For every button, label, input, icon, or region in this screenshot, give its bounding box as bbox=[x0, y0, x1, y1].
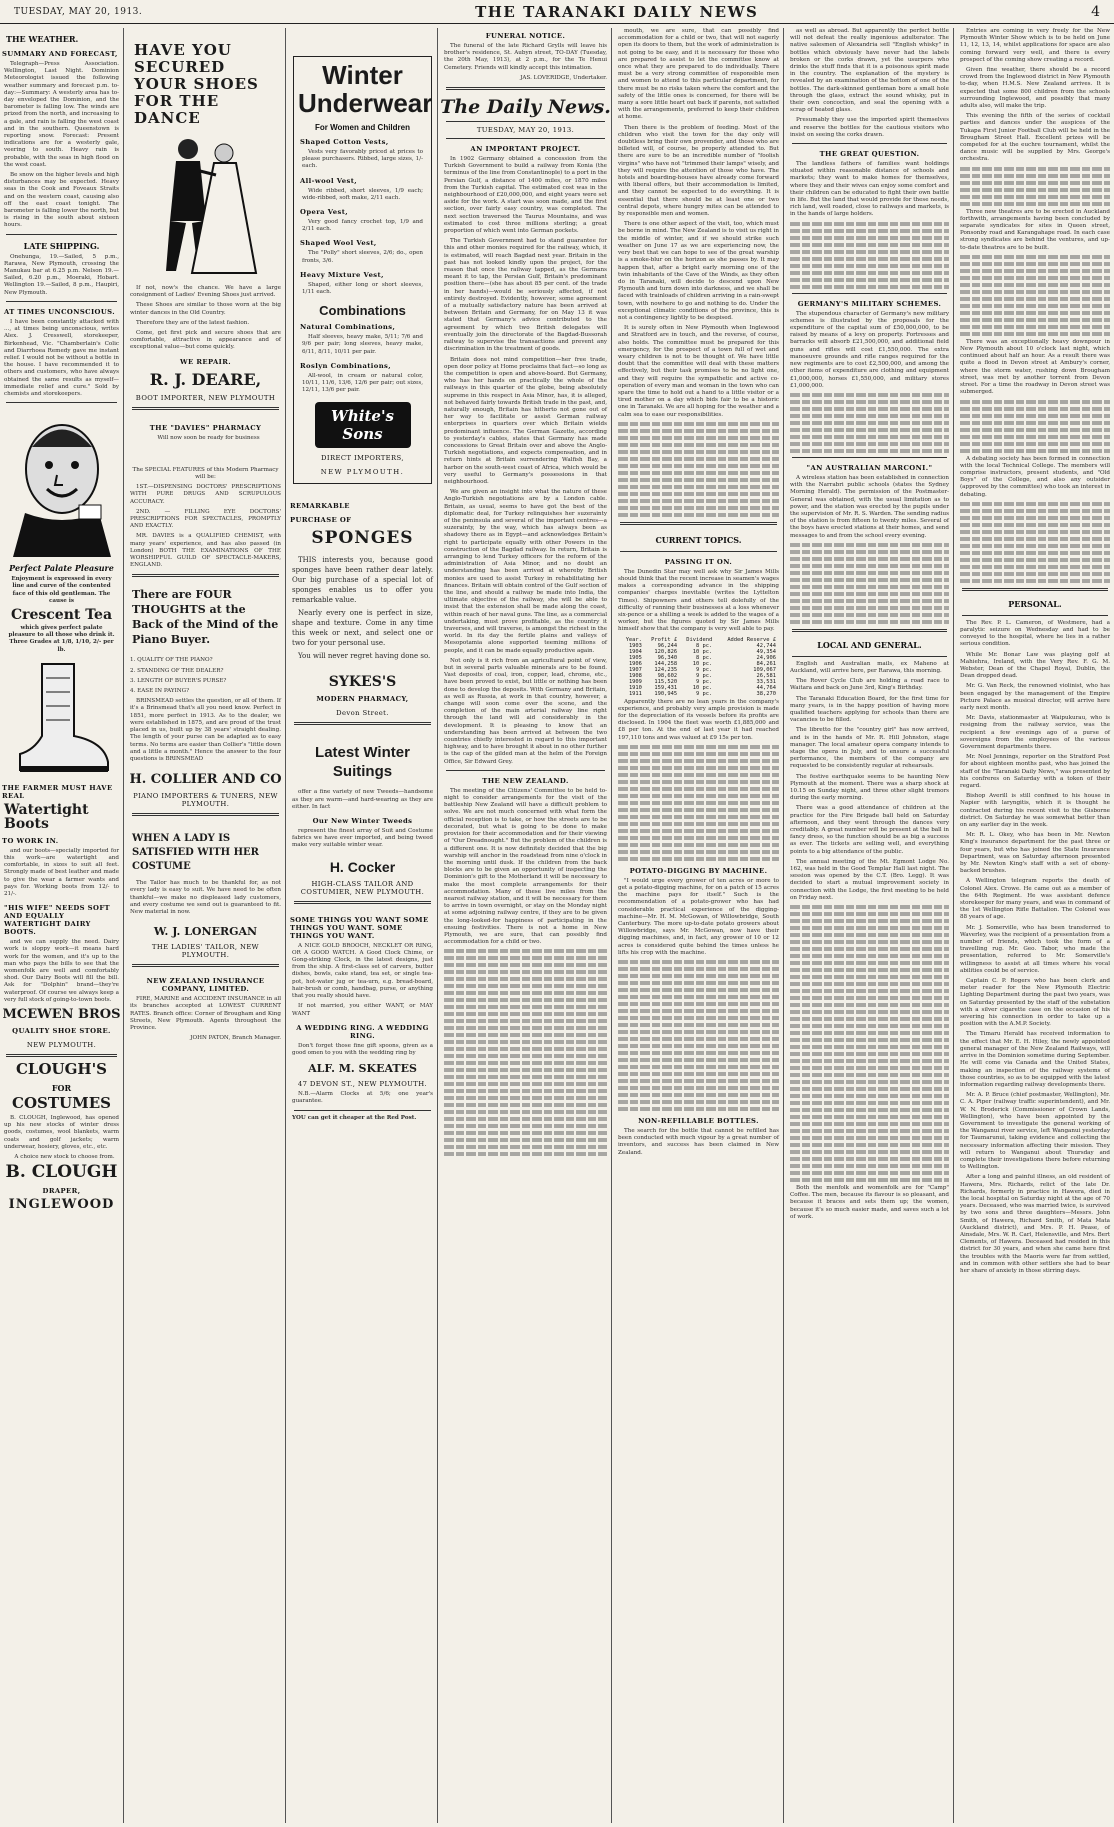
table-cell: 144,258 bbox=[654, 660, 678, 667]
table-header-cell: Added Reserve £ bbox=[727, 636, 776, 643]
leader-para-5: Not only is it rich from an agricultural point of view, but in several parts valuable minerals are to be found. Vast deposits of coal, iron, copper, lead, chrome, etc., have been proved to exist, but little or nothing has been done to develop the deposits. With Germany and Britain, as well as Russia, at work in that country, however, a change will soon come over the scene, and the completion of the main arterial railway line right through the land will aid considerably in the development. It is pleasing to know that an understanding has been arrived at between the two countries chiefly interested in regard to this important highway, and to have brought it about in no other further is the cap of the gilded man at the helm of the Foreign Office, Sir Edward Grey. bbox=[444, 657, 607, 765]
table-cell: 1908 bbox=[628, 672, 642, 679]
personal-item-13: After a long and painful illness, an old resident of Hawera, Mrs. Richards, relict of the late Dr. Richards, formerly in practice in Hawera, died in the local hospital on Saturday night at the age of 70 years. Deceased, who was married twice, is survived by two sons and three daughters—Messrs. John Smith, of Hawera, Richard Smith, of Mata Mata (Auckland district), and Mrs. P. H. Pease, of Ainsdale, Mrs. W. R. Carl, Helensville, and Mrs. Bert Clements, of Hawera. Deceased had resided in this district for 30 years, and when she came here first the troubles with the Maoris were far from settled, and in common with other settlers she had to bear her share of anxiety in those stirring days. bbox=[960, 1174, 1110, 1274]
skeates-name: ALF. M. SKEATES bbox=[308, 1062, 417, 1076]
divider bbox=[446, 87, 605, 90]
divider bbox=[446, 770, 605, 771]
piano-copy: BRINSMEAD settles the question, or all of them. If it's a Brinsmead that's all you need know. Perfect in 1851, more perfect in 1913. As to the dealer, we were established in 1875, and are proud of the trust placed in us, built up by 38 years' straight dealing. The length of your purse can be adapted as to easy terms. No terms are easier than Collier's "little down and a little a month." Hence the answer to the four questions is BRINSMEAD bbox=[130, 698, 281, 762]
column-6 bbox=[786, 28, 954, 1823]
table-cell: 190,945 bbox=[654, 690, 678, 697]
column-4 bbox=[440, 28, 612, 1823]
boots-sub: TO WORK IN. bbox=[2, 836, 59, 845]
new-zealand-copy: The meeting of the Citizens' Committee to be held to-night to consider arrangements for the visit of the battleship New Zealand will have a difficult problem to solve. We are not much concerned with what form the official reception is to take, or how the streets are to be decorated, but what is going to be done to make provision for their accommodation and for their viewing of "Our Dreadnought." But the problem of the children is a different one. It is now definitely decided that the big warship will anchor in the roadstead from nine o'clock in the morning until dusk. If the children from the back blocks are to be given an opportunity of inspecting the Dominion's gift to the Motherland it will be necessary to make the most complete arrangements for their accommodation. Many of these live miles from the nearest railway station, and it will be necessary for them to arrive in town overnight, or stay on the Monday night at some adjoining railway centre, if they are to be given the long-looked-for happiness of participating in the ensuing festivities. There is not a home in New Plymouth, we are sure, that can possibly find accommodation for a child or two. bbox=[444, 787, 607, 946]
boot-illustration bbox=[12, 658, 112, 778]
masthead-title: THE TARANAKI DAILY NEWS bbox=[475, 2, 759, 21]
table-cell: 33,531 bbox=[756, 678, 776, 685]
table-cell: 84,261 bbox=[756, 660, 776, 667]
deare-sub: BOOT IMPORTER, NEW PLYMOUTH bbox=[135, 393, 276, 402]
sykes-town: Devon Street. bbox=[336, 709, 389, 718]
weather-forecast: Be snow on the higher levels and high disturbances may be expected. Heavy seas in the Cook and Foveaux Straits and on the western coast, causing also off the east coast tonight. The barometer is falling lower the north, but is rising in the south about sixteen hours. bbox=[4, 172, 119, 229]
nz-cont-2: Then there is the problem of feeding. Most of the children who visit the town for the day only will doubtless bring their own provender, and those who are billeted will, of course, be properly attended to. But there are sure to be an incredible number of "foolish virgins" who have not "trimmed their lamps" wisely, and they will require the attention of those who have. The hotels and boarding-houses have already come forward with liberal offers, but their accommodation is limited, and they cannot be expected to do everything. It is essential that there should be at least one or two central depots, where hungry mites can be attended to by responsible men and women. bbox=[618, 124, 779, 218]
personal-item-10: Captain C. P. Rogers who has been clerk and meter reader for the New Plymouth Electric Lighting Department during the past two years, was on Saturday presented by the staff of the substation with a silver cigarette case on the occasion of his severing his connection in order to take up a position with the A.M.P. Society. bbox=[960, 978, 1110, 1028]
skeates-sub: 47 DEVON ST., NEW PLYMOUTH. bbox=[297, 1080, 428, 1089]
roslyn-heading: Roslyn Combinations, bbox=[300, 361, 392, 370]
davies-sub: Will now soon be ready for business bbox=[157, 434, 260, 441]
shipping-text: Onehunga, 19.—Sailed, 5 p.m., Rarawa, New Plymouth, crossing the Manukau bar at 6.25 p.m. Nelson 19.—Sailed, 6.20 p.m., Moeraki, Hobart. Wellington 19.—Sailed, 8 p.m., Haupiri, New Plymouth. bbox=[4, 253, 119, 296]
table-header-cell: Year. bbox=[625, 636, 642, 643]
germany-heading: GERMANY'S MILITARY SCHEMES. bbox=[797, 299, 942, 308]
table-cell: 96,244 bbox=[657, 642, 678, 649]
divider bbox=[620, 551, 777, 552]
local-cont-1: Entries are coming in very freely for the New Plymouth Winter Show which is to be held on June 11, 12, 13, 14, whilst applications for space are also coming forward very well, and there is every prospect of the coming show creating a record. bbox=[960, 28, 1110, 63]
opera-copy: Very good fancy crochet top, 1/9 and 2/11 each. bbox=[302, 219, 423, 233]
table-cell: 1904 bbox=[628, 648, 642, 655]
table-cell: 9 pc. bbox=[696, 666, 713, 673]
piano-q1: 1. QUALITY OF THE PIANO? bbox=[130, 657, 213, 664]
clough-town: INGLEWOOD bbox=[8, 1197, 115, 1213]
red-post: YOU can get it cheaper at the Red Post. bbox=[292, 1114, 417, 1121]
tea-price: which gives perfect palate pleasure to all those who drink it. Three Grades at 1/8, 1/10, 2/- per lb. bbox=[8, 624, 115, 653]
divider bbox=[6, 402, 117, 403]
divider bbox=[6, 234, 117, 235]
text-continuation bbox=[960, 167, 1110, 206]
refill-cont-1: as well as abroad. But apparently the perfect bottle will not defeat the really ingenious adulterator. The native salesmen of Alexandria sell "English whisky" in bottles which obviously have never had the labels broken or the corks drawn, yet the usurpers who drinks the stuff finds that it is a poisonous spirit made in the country. The explanation of the mystery is revealed by an examination of the bottom of one of the bottles. The dark-skinned gentleman bore a small hole through the glass, extract the sound whisky, put in their own concoction, and seal the opening with a scrap of heated glass. bbox=[790, 28, 949, 114]
lady-copy: The Tailor has much to be thankful for, as not every lady is easy to suit. We have need to be often thankful—we make no displeased lady customers, and every costume we send out is guaranteed to fit. New material in now. bbox=[130, 880, 281, 915]
table-cell: 10 pc. bbox=[692, 684, 713, 691]
column-2 bbox=[126, 28, 286, 1823]
table-cell: 109,067 bbox=[753, 666, 776, 673]
current-topics-heading: CURRENT TOPICS. bbox=[655, 534, 742, 545]
personal-heading: PERSONAL. bbox=[1008, 598, 1062, 609]
table-cell: 8 pc. bbox=[696, 654, 713, 661]
opera-heading: Opera Vest, bbox=[300, 208, 349, 217]
davies-feature-1: 1ST.—DISPENSING DOCTORS' PRESCRIPTIONS WITH PURE DRUGS AND SCRUPULOUS ACCURACY. bbox=[130, 484, 281, 505]
personal-item-3: Mr. G. Van Reck, the renowned violinist, who has been engaged by the management of the Empire Picture Palace as musical director, will arrive here early next month. bbox=[960, 683, 1110, 711]
local-item-4: The libretto for the "country girl" has now arrived, and is in the hands of Mr. R. Hill Johnston, stage manager. The local amateur opera company intends to stage the opera in July, and to ensure a successful performance, the members of the company are requested to be consistently regular at rehearsals. bbox=[790, 727, 949, 770]
tea-copy: Enjoyment is expressed in every line and curve of the contented face of this old gentleman. The cause is bbox=[11, 576, 112, 604]
natural-copy: Half sleeves, heavy make, 5/11; 7/6 and 9/6 per pair; long sleeves, heavy make, 6/11, 8/11, 10/11 per pair. bbox=[302, 334, 423, 355]
divider bbox=[962, 588, 1108, 591]
table-cell: 124,235 bbox=[654, 666, 678, 673]
divider bbox=[962, 615, 1108, 616]
local-item-8: Both the menfolk and womenfolk are for "Camp" Coffee. The men, because its flavour is so pleasant, and because it braces and sets them up; the women, because it's so much easier made, and saves such a lot of work. bbox=[790, 1185, 949, 1220]
table-row bbox=[620, 691, 777, 697]
text-continuation bbox=[618, 422, 779, 517]
brooch-copy-2: If not married, you either WANT, or MAY WANT bbox=[292, 1003, 433, 1017]
lonergan-sub: THE LADIES' TAILOR, NEW PLYMOUTH. bbox=[151, 943, 260, 960]
local-item-5: The festive earthquake seems to be haunting New Plymouth at the moment. There was a sharp shock at 10.15 on Sunday night, and three other slight tremors during the early morning. bbox=[790, 773, 949, 802]
whites-logo: White's Sons bbox=[315, 402, 411, 448]
sponge-copy-1: THIS interests you, because good sponges have been rather dear lately. Our big purchase of a special lot of sponges enables us to offer you remarkable value. bbox=[292, 556, 433, 605]
clough-for: FOR bbox=[51, 1083, 72, 1093]
column-3 bbox=[288, 28, 438, 1823]
clough-draper: DRAPER, bbox=[42, 1187, 81, 1196]
sponge-heading-1: REMARKABLE bbox=[290, 502, 350, 511]
divider bbox=[132, 813, 279, 816]
local-cont-2: Given fine weather, there should be a record crowd from the Inglewood district in New Plymouth to-day, when H.M.S. New Zealand arrives. It is expected that some 800 children from the schools surrounding Inglewood, and possibly that many adults also, will make the trip. bbox=[960, 67, 1110, 110]
divider bbox=[132, 407, 279, 410]
divider bbox=[294, 722, 431, 725]
table-note: Apparently there are no lean years in the company's experience, and probably very ample provision is made for the depreciation of its vessels before its profits are disclosed. In 1904 the fleet was worth £1,885,000 and £8 per ton. At the end of last year it had reached 197,110 tons and was valued at £9 15s per ton. bbox=[618, 698, 779, 741]
divider bbox=[620, 522, 777, 525]
divider bbox=[792, 457, 947, 458]
crescent-tea-ad bbox=[4, 563, 119, 654]
sponge-copy-3: You will never regret having done so. bbox=[298, 652, 431, 661]
table-cell: 98,602 bbox=[657, 672, 678, 679]
deare-name: R. J. DEARE, bbox=[149, 369, 262, 389]
sykes-sub: MODERN PHARMACY, bbox=[316, 695, 409, 704]
table-cell: 159,431 bbox=[654, 684, 678, 691]
weather-summary: Telegraph—Press Association. Wellington, Last Night. Dominion Meteorologist issued the following weather summary and forecast p.m. to-day:—Summary: A westerly area has to-day enveloped the Dominion, and the barometer is falling low. The winds are prized from the north, and increasing to a gale, and rain is falling the west coast and in the southern. Queenstown is reporting snow. Forecast: Present indications are for a westerly gale, veering to south. Heavy rain is probable, with the seas in high flood on the west coast. bbox=[4, 61, 119, 168]
lonergan-name: W. J. LONERGAN bbox=[153, 925, 258, 939]
table-cell: 10 pc. bbox=[692, 660, 713, 667]
table-cell: 1907 bbox=[628, 666, 642, 673]
new-zealand-heading: THE NEW ZEALAND. bbox=[482, 776, 569, 785]
boots-copy: and our boots—specially imported for this work—are watertight and comfortable, in sizes to suit all feet. Strongly made of best leather and made to give the wear a farmer wants and pays for. Working boots from 12/- to 21/-. bbox=[4, 847, 119, 897]
table-cell: 1910 bbox=[628, 684, 642, 691]
cotton-copy: Vests very favorably priced at prices to please purchasers. Ribbed, large sizes, 1/- each. bbox=[302, 149, 423, 170]
natural-heading: Natural Combinations, bbox=[300, 323, 396, 332]
sponge-copy-2: Nearly every one is perfect in size, shape and texture. Come in any time this week or next, and select one or two for your personal use. bbox=[292, 609, 433, 648]
local-general-heading: LOCAL AND GENERAL. bbox=[817, 639, 922, 650]
personal-item-7: Mr. R. L. Okey, who has been in Mr. Newton King's insurance department for the past three or four years, but who has joined the State Insurance Department, was on Saturday afternoon presented by Mr. Newton King's staff with a set of ebony-backed brushes. bbox=[960, 832, 1110, 875]
piano-q4: 4. EASE IN PAYING? bbox=[130, 688, 190, 695]
text-continuation bbox=[618, 745, 779, 861]
mcewen-sub: QUALITY SHOE STORE. bbox=[12, 1027, 111, 1035]
nzi-heading: NEW ZEALAND INSURANCE COMPANY, LIMITED. bbox=[146, 977, 265, 994]
nzi-copy: FIRE, MARINE and ACCIDENT INSURANCE in all its branches accepted at LOWEST CURRENT RATES. Branch office: Corner of Brougham and King Streets, New Plymouth. Agents throughout the Province. bbox=[130, 996, 281, 1031]
piano-q2: 2. STANDING OF THE DEALER? bbox=[130, 667, 224, 674]
table-cell: 96,340 bbox=[657, 654, 678, 661]
local-item-7: The annual meeting of the Mt. Egmont Lodge No. 162, was held in the Good Templar Hall last night. The session was opened by the C.T. (Bro. Legg). It was decided to start a mutual improvement society in connection with the Lodge, the first meeting to be held on Friday next. bbox=[790, 858, 949, 901]
table-cell: 24,906 bbox=[756, 654, 776, 661]
text-continuation bbox=[618, 960, 779, 1111]
heavy-heading: Heavy Mixture Vest, bbox=[300, 270, 384, 279]
leader-para-1: In 1902 Germany obtained a concession from the Turkish Government to build a railway from Konia (the terminus of the line from Constantinople) to a port in the Persian Gulf, a distance of 1400 miles, or 1870 miles from the Turkish capital. The estimated cost was in the neighbourhood of £20,000,000, and eight years were set aside for the work. A start was soon made, and the first section, over fairly easy country, was completed. The next section traversed the Taurus Mountains, and was estimated to cost three millions sterling; a great proportion of which went into German pockets. bbox=[444, 156, 607, 235]
divider bbox=[792, 629, 947, 632]
weather-subheading: SUMMARY AND FORECAST, bbox=[2, 50, 118, 58]
divider bbox=[792, 656, 947, 657]
collier-sub: PIANO IMPORTERS & TUNERS, NEW PLYMOUTH. bbox=[133, 792, 278, 809]
table-header-cell: Profit £ bbox=[651, 636, 678, 643]
passing-copy: The Dunedin Star may well ask why Sir James Mills should think that the recent increase in seamen's wages makes a corresponding advance in the shipping companies' charges inevitable (writes the Lyttelton Times). Shipowners and others tell dolefully of the difficulty of running their businesses at a loss whenever six-pence or a shilling a week is added to the wages of a worker, but the figures quoted by Sir James Mills himself show that the company is very well able to pay. bbox=[618, 568, 779, 633]
leader-para-4: We are given an insight into what the nature of these Anglo-Turkish negotiations are by a London cable. Britain, as usual, seems to have got the best of the diplomatic deal, for Turkey relinquishes her suzerainty of the peninsula and several of the important centres—a suzerainty, by the way, which has always been as shadowy there as in Egypt—and acknowledges Britain's right to participate equally with other Powers in the construction of the Bagdad railway. In return, Britain is arranging to lend Turkey officers for the reform of the administration of Asia Minor, and no doubt an understanding has been arrived at whereby British monies are used to assist Turkey in rehabilitating her finances. Britain will obtain control of the Gulf section of the line, and should a railway be made into India, the ultimate objective of the railway, she will be able to insist that the extension shall be made along the coast, within reach of her naval guns. The line, as a commercial undertaking, must prove profitable, as the country it traverses, and will traverse, is amongst the richest in the world. In its day the fertile plains and valleys of Mesopotamia alone supported teeming millions of people, and it can be made equally productive again. bbox=[444, 489, 607, 654]
clough-copy: B. CLOUGH, Inglewood, has opened up his new stocks of winter dress goods, costumes, wool blankets, warm coats and golf jackets; warm underwear, hosiery, gloves, etc., etc. bbox=[4, 1115, 119, 1150]
column-1 bbox=[0, 28, 124, 1823]
nz-cont-4: It is surely often in New Plymouth when Inglewood and Stratford are in touch, and the reverse, of course, also holds. The committee must be prepared for this emergency, for the prospect of a town full of wet and weary children is not to be thought of. We have little doubt that the committee will deal with these matters effectively, but their task promises to be no light one, and they will require the sympathetic and active co-operation of every man and woman in the town who can spare the time to hold out a hand to a little visitor or a tired mother on a day which bids fair to be a historic one in Taranaki. We are all hoping for the weather and a calm sea to ease our responsibilities. bbox=[618, 325, 779, 418]
mcewen-name: MCEWEN BROS bbox=[2, 1007, 121, 1022]
leader-para-3: Britain does not mind competition—her free trade, open door policy at Home proclaims that fact—so long as the competition is open and above-board. But Germany, who has her hands on practically the whole of the railways in this quarter of the globe, being absolutely supreme in this respect in Asia Minor, has, it is alleged, not behaved fairly towards British trade in the past, and, naturally enough, Britain has hitherto not gone out of her way to facilitate or assist German railway enterprises in quarters over which Britain wields predominant influence. The German Gazette, according to yesterday's cables, states that Germany has made concessions to Great Britain over and above the Anglo-Turkish negotiations, and expects compensation, and in return hints at Britain surrendering Walfish Bay, a harbor on the south-west coast of Africa, which would be very useful to Germany's possessions in that neighbourhood. bbox=[444, 356, 607, 485]
cotton-heading: Shaped Cotton Vests, bbox=[300, 138, 389, 146]
leader-heading: AN IMPORTANT PROJECT. bbox=[470, 145, 581, 154]
allwool-copy: Wide ribbed, short sleeves, 1/9 each; wide-ribbed, soft make, 2/11 each. bbox=[302, 187, 423, 201]
table-cell: 1903 bbox=[628, 642, 642, 649]
clough-costumes: COSTUMES bbox=[12, 1094, 111, 1112]
page-number: 4 bbox=[1091, 3, 1100, 20]
table-cell: 10 pc. bbox=[692, 648, 713, 655]
table-cell: 1905 bbox=[628, 654, 642, 661]
text-continuation bbox=[960, 400, 1110, 453]
personal-item-9: Mr. J. Somerville, who has been transferred to Waverley, was the recipient of a presentation from a number of friends, which took the form of a travelling rug. Mr. Geo. Tabor, who made the presentation, referred to Mr. Somerville's willingness to assist at all times where his vocal abilities could be of service. bbox=[960, 924, 1110, 974]
table-cell: 26,581 bbox=[756, 672, 776, 679]
table-cell: 1911 bbox=[628, 690, 642, 697]
sponges-title: SPONGES bbox=[311, 528, 414, 549]
keeper-copy: Don't forget those fine gift spoons, given as a good omen to you with the wedding ring by bbox=[292, 1042, 433, 1056]
funeral-sign: JAS. LOVERIDGE, Undertaker. bbox=[520, 74, 607, 81]
cocker-name: H. Cocker bbox=[329, 858, 396, 875]
divider bbox=[792, 143, 947, 144]
table-cell: 8 pc. bbox=[696, 642, 713, 649]
personal-item-5: Mr. Noel Jennings, reporter on the Stratford Post for about eighteen months past, who has joined the staff of the "Taranaki Daily News," was presented by his confreres on Saturday with a token of their regard. bbox=[960, 754, 1110, 789]
weather-heading: THE WEATHER. bbox=[6, 34, 79, 44]
funeral-heading: FUNERAL NOTICE. bbox=[485, 32, 566, 40]
marconi-heading: "AN AUSTRALIAN MARCONI." bbox=[806, 463, 933, 472]
wedding-ring: A WEDDING RING. A WEDDING RING. bbox=[296, 1023, 429, 1040]
suitings-copy-3: represent the finest array of Suit and Costume fabrics we have ever imported, and being tweed make very suitable winter wear. bbox=[292, 828, 433, 849]
column-5 bbox=[614, 28, 784, 1823]
table-cell: 49,354 bbox=[756, 648, 776, 655]
personal-item-11: The Timaru Herald has received information to the effect that Mr. E. H. Hiley, the newly appointed general manager of the New Zealand Railways, will arrive in the Dominion sometime during September. He will come via Canada and the United States, making an inspection of the railway systems of those countries, so as to be equipped with the latest information regarding railway developments there. bbox=[960, 1031, 1110, 1088]
personal-item-6: Bishop Averill is still confined to his house in Napier with laryngitis, which it is thought he contracted during his recent visit to the Gisborne district. On Saturday he was somewhat better than on any earlier day in the week. bbox=[960, 793, 1110, 828]
local-item-6: There was a good attendance of children at the practice for the Fire Brigade ball held on Saturday afternoon, and they went through the dances very creditably. A great number will be present at the ball in fancy dress, so the function should be as big a success as ever. The tickets are selling well, and everything points to a big attendance of the public. bbox=[790, 805, 949, 855]
table-cell: 38,270 bbox=[756, 690, 776, 697]
table-cell: 1906 bbox=[628, 660, 642, 667]
local-cont-6: A debating society has been formed in connection with the local Technical College. The members will comprise instructors, present students, and "Old Boys" of the College, and also any outsider (approved by the committee) who took an interest in debating. bbox=[960, 455, 1110, 498]
column-7 bbox=[956, 28, 1114, 1823]
woolvest-heading: Shaped Wool Vest, bbox=[300, 239, 377, 248]
germany-copy: The stupendous character of Germany's new military schemes is illustrated by the proposals for the expenditure of the capital sum of £50,000,000, to be raised by means of a levy on property. Fortresses and barracks will absorb £21,500,000, and additional field guns and rifles will cost £1,550,000. The extra manoeuvre grounds and rifle ranges required for the new regiments are to cost £2,500,000, and among the other items of expenditure are clothing and equipment £1,000,000, horses £1,550,000, and military stores £1,000,000. bbox=[790, 310, 949, 389]
text-continuation bbox=[790, 393, 949, 453]
local-item-1: English and Australian mails, ex Maheno at Auckland, will arrive here, per Rarawa, this morning. bbox=[790, 660, 949, 674]
winter-underwear-heading: Winter Underwear bbox=[298, 60, 433, 118]
clough-heading: CLOUGH'S bbox=[15, 1060, 108, 1078]
suitings-copy-2: Our New Winter Tweeds bbox=[312, 817, 413, 826]
nzi-sign: JOHN PATON, Branch Manager. bbox=[190, 1035, 281, 1042]
sykes-name: SYKES'S bbox=[328, 674, 397, 691]
davies-heading: THE "DAVIES" PHARMACY bbox=[149, 423, 262, 432]
local-cont-3: This evening the fifth of the series of cocktail parties and dances under the auspices of the Tukapa First Junior Football Club will be held in the Brougham Street Hall. Excellent prizes will be competed for at the euchre tournament, whilst the dance music will be supplied by Mrs. George's orchestra. bbox=[960, 113, 1110, 163]
great-question-heading: THE GREAT QUESTION. bbox=[819, 150, 920, 159]
colic-text: I have been constantly attacked with ..., at times being unconscious, writes Alex. J. Cresswell, storekeeper, Birkenhead, Vic. "Chamberlain's Colic and Diarrhoea Remedy gave me instant relief. I would not be without a bottle in the house. I have recommended it to others and customers, who have always obtained the same results as myself—immediate relief and cure." Sold by chemists and storekeepers. bbox=[4, 318, 119, 397]
tea-brand: Crescent Tea bbox=[10, 606, 113, 623]
boots-heading: THE FARMER MUST HAVE REAL bbox=[2, 783, 113, 800]
personal-item-2: While Mr. Bonar Law was playing golf at Mahiehra, Ireland, with the Very Rev. F. G. M. Webster, Dean of the Chapel Royal, Dublin, the Dean dropped dead. bbox=[960, 651, 1110, 680]
shoes-copy-2: These Shoes are similar to those worn at the big winter dances in the Old Country. bbox=[130, 302, 281, 316]
masthead bbox=[0, 0, 1114, 24]
old-gentleman-illustration bbox=[7, 407, 117, 557]
table-cell: 1909 bbox=[628, 678, 642, 685]
refill-copy: The search for the bottle that cannot be refilled has been conducted with much vigour by a great number of inventors, and success has been claimed in New Zealand. bbox=[618, 1128, 779, 1156]
wife-copy: and we can supply the need. Dairy work is sloppy work—it means hard work for the women, and it's up to the man who pays the bills to see that the womenfolk are well and comfortably shod. Our Dairy Boots will fill the bill. Ask for "Dolphin" brand—they're waterproof. Of course we always keep a very full stock of going-to-town boots. bbox=[4, 939, 119, 1003]
nameplate: The Daily News. bbox=[440, 96, 611, 119]
nz-cont-1: mouth, we are sure, that can possibly find accommodation for a child or two, that will not eagerly open its doors to them, but the work of administration is not going to be easy, and it is necessary for those who are prepared to assist to let the committee know at once what they are prepared to do individually. There must be a very strong committee of responsible men and women to attend to this particular department, for there must be no risks taken where the comfort and the safety of the little ones is concerned, for there will be many a sore little heart out back if parents, not satisfied with the arrangements, preferred to keep their children at home. bbox=[618, 28, 779, 121]
marconi-copy: A wireless station has been established in connection with the Narrabri public schools (states the Sydney Morning Herald). The permission of the Postmaster-General was obtained, with the usual limitation as to power, and the station was erected by the pupils under the supervision of Mr. R. S. Warden. The sending radius of the station is from fifteen to twenty miles. Several of the boys have erected stations at their homes, and send messages to and from the school every evening. bbox=[790, 474, 949, 539]
divider bbox=[294, 901, 431, 904]
combinations-heading: Combinations bbox=[319, 303, 406, 319]
divider bbox=[132, 574, 279, 577]
shoes-copy-3: Therefore they are of the latest fashion. bbox=[136, 319, 250, 326]
davies-features: The SPECIAL FEATURES of this Modern Pharmacy will be: bbox=[132, 466, 279, 481]
piano-q3: 3. LENGTH OF BUYER'S PURSE? bbox=[130, 677, 227, 684]
table-header-cell: Dividend bbox=[686, 636, 713, 643]
some-things-heading: SOME THINGS YOU WANT SOME THINGS YOU WANT. SOME THINGS YOU WANT. bbox=[290, 915, 429, 940]
davies-copy: MR. DAVIES is a QUALIFIED CHEMIST, with many years' experience, and has also passed (in London) BOTH THE EXAMINATIONS OF THE WORSHIPFUL GUILD OF SPECTACLE-MAKERS, ENGLAND. bbox=[130, 533, 281, 569]
local-item-3: The Taranaki Education Board, for the first time for many years, is in the happy position of having more qualified teachers applying for schools than there are vacancies to be filled. bbox=[790, 695, 949, 724]
potato-heading: POTATO-DIGGING BY MACHINE. bbox=[629, 866, 768, 875]
refill-cont-2: Presumably they use the imported spirit themselves and reserve the bottles for the cautious visitors who insist on seeing the corks drawn. bbox=[790, 117, 949, 138]
table-cell: 115,520 bbox=[654, 678, 678, 685]
repair-note: WE REPAIR. bbox=[179, 357, 232, 366]
personal-item-4: Mr. Davis, stationmaster at Waipukurau, who is resigning from the railway service, was the recipient a few evenings ago of a purse of sovereigns from the employees of the various Government departments there. bbox=[960, 715, 1110, 750]
text-continuation bbox=[790, 222, 949, 289]
refill-heading: NON-REFILLABLE BOTTLES. bbox=[638, 1117, 759, 1126]
lady-heading: WHEN A LADY IS SATISFIED WITH HER COSTUME bbox=[132, 833, 259, 873]
text-continuation bbox=[444, 949, 607, 1156]
nz-cont-3: There is one other aspect of the visit, too, which must be borne in mind. The New Zealand is to visit us right in the middle of winter, and if we should strike such weather on June 17 as we are experiencing now, the very best that we can hope to see of the great warship is a smoke-blur on the horizon as she passes by. It may happen that, after a bright early morning one of the twin inhabitants of the Cave of the Winds, as they often do in Taranaki, will decide to descend upon New Plymouth and turn down into darkness, and we shall be faced with trainloads of children arriving in a rain-swept town, with nowhere to go and nothing to do. Under the exceptional climatic conditions of the province, this is not a contingency lightly to be despised. bbox=[618, 221, 780, 321]
whites-underwear-ad bbox=[293, 56, 432, 484]
suitings-heading: Latest Winter Suitings bbox=[315, 744, 410, 781]
divider bbox=[6, 1054, 117, 1057]
personal-item-12: Mr. A. P. Bruce (chief postmaster, Wellington), Mr. C. A. Piper (railway traffic superintendent), and Mr. W. N. Broderick (Commissioner of Crown Lands, Wellington), who have been appointed by the Government to investigate the general working of the Wanganui river service, left Wanganui yesterday for Taumarunui, taking evidence and collecting the necessary information affecting their mission. They will return to Wanganui about Thursday and complete their investigations there before returning to Wellington. bbox=[960, 1092, 1110, 1171]
suitings-copy-1: offer a fine variety of new Tweeds—handsome as they are warm—and hard-wearing as they are either. In fact bbox=[292, 789, 433, 810]
table-cell: 120,826 bbox=[654, 648, 678, 655]
table-cell: 42,744 bbox=[756, 642, 776, 649]
divider bbox=[294, 1110, 431, 1111]
wife-heading: "HIS WIFE" NEEDS SOFT AND EQUALLY WATERTIGHT DAIRY BOOTS. bbox=[4, 904, 110, 937]
table-cell: 9 pc. bbox=[696, 690, 713, 697]
passing-heading: PASSING IT ON. bbox=[664, 557, 733, 566]
davies-feature-2: 2ND. — FILLING EYE DOCTORS' PRESCRIPTIONS FOR SPECTACLES, PROMPTLY AND EXACTLY. bbox=[130, 508, 281, 530]
personal-item-8: A Wellington telegram reports the death of Colonel Alex. Crowe. He came out as a member of the 64th Regiment. He was assistant defence storekeeper for many years, and was in command of the 1st Wellington Rifle Battalion. The Colonel was 88 years of age. bbox=[960, 878, 1110, 921]
divider bbox=[446, 138, 605, 139]
dancing-couple-illustration bbox=[146, 131, 266, 281]
boots-title: Watertight Boots bbox=[4, 801, 89, 832]
table-cell: 9 pc. bbox=[696, 678, 713, 685]
divider bbox=[6, 301, 117, 302]
allwool-heading: All-wool Vest, bbox=[300, 176, 358, 185]
masthead-date: TUESDAY, MAY 20, 1913. bbox=[14, 6, 143, 17]
colic-heading: AT TIMES UNCONSCIOUS. bbox=[4, 307, 116, 316]
local-item-2: The Rover Cycle Club are holding a road race to Waitara and back on June 3rd, King's Birthday. bbox=[790, 678, 949, 692]
table-cell: 44,764 bbox=[756, 684, 776, 691]
local-cont-4: Three new theatres are to be erected in Auckland forthwith, arrangements having been concluded by separate syndicates for sites in Queen street, Ponsonby road and Karangahape road. In each case strong syndicates are behind the ventures, and up-to-date theatres are to be built. bbox=[960, 208, 1110, 251]
text-continuation bbox=[790, 543, 949, 624]
company-profits-table bbox=[620, 637, 777, 697]
roslyn-copy: All-wool, in cream or natural color, 10/11, 11/6, 13/6, 12/6 per pair; out sizes, 12/11, 13/6 per pair. bbox=[302, 372, 423, 394]
shoes-copy-1: If not, now's the chance. We have a large consignment of Ladies' Evening Shoes just arrived. bbox=[130, 285, 281, 299]
local-cont-5: There was an exceptionally heavy downpour in New Plymouth about 10 o'clock last night, which continued about half an hour. As a result there was quite a flood in Devon street at Ambury's corner, where the storm water, rushing down Brougham street, was met by another torrent from Devon street. For a time the roadway in Devon street was submerged. bbox=[960, 338, 1110, 396]
brooch-copy: A NICE GOLD BROOCH, NECKLET OR RING, OR A GOOD WATCH. A Good Clock Chime, or Gong-striking Clock, in the latest designs, just from the ship. A first-class set of carvers, butter dishes, bowls, cake stand, tea set, or single tea-pot, hot-water jug or tea-urn, e.g. bread-board, hair-brush or comb, handbag, purse, or anything that you really should have. bbox=[292, 942, 433, 1000]
sponge-heading-2: PURCHASE OF bbox=[290, 516, 352, 525]
divider bbox=[446, 121, 605, 122]
cocker-sub: HIGH-CLASS TAILOR AND COSTUMIER, NEW PLYMOUTH. bbox=[300, 879, 425, 896]
tea-tagline: Perfect Palate Pleasure bbox=[9, 563, 114, 574]
divider bbox=[132, 964, 279, 967]
divider bbox=[792, 293, 947, 294]
funeral-copy: The funeral of the late Richard Grylls will leave his brother's residence, St. Aubyn street, TO-DAY (Tuesday, the 20th May, 1913), at 2 p.m., for the Te Henui Cemetery. Friends will kindly accept this intimation. bbox=[444, 43, 607, 71]
clough-name: B. CLOUGH bbox=[5, 1162, 118, 1183]
woolvest-copy: The "Polly" short sleeves, 2/6; do., open fronts, 3/6. bbox=[302, 250, 423, 264]
great-question-copy: The landless fathers of families want holdings situated within reasonable distance of schools and markets; they want to make homes for themselves, where they and their wives can enjoy some comfort and their children can be educated to fight their own battle in life. But the land that would provide for these needs, rich land, well roaded, close to railways and markets, is in the hands of large holders. bbox=[790, 161, 949, 218]
text-continuation bbox=[960, 255, 1110, 336]
text-continuation bbox=[960, 502, 1110, 583]
piano-heading: There are FOUR THOUGHTS at the Back of the Mind of the Piano Buyer. bbox=[132, 588, 279, 647]
heavy-copy: Shaped, either long or short sleeves, 1/11 each. bbox=[302, 281, 423, 296]
table-cell: 9 pc. bbox=[696, 672, 713, 679]
personal-item-1: The Rev. P. L. Cameron, of Westmere, had a paralytic seizure on Wednesday and had to be conveyed to the hospital, where he lies in a rather serious condition. bbox=[960, 619, 1110, 648]
whites-town: NEW PLYMOUTH. bbox=[320, 468, 405, 477]
shoes-copy-4: Come, get first pick and secure shoes that are comfortable, attractive in appearance and of exceptional value—but come quickly. bbox=[130, 330, 281, 351]
potato-copy: "I would urge every grower of ten acres or more to get a potato-digging machine, for on a patch of 15 acres the machine pays for itself." Such is the recommendation of a potato-grower who has had considerable practical experience of the digging-machine—Mr. H. M. McGowan, of Willowbridge, South Canterbury. The more up-to-date potato growers about Willowbridge, says Mr. McGowan, now have their digging machines, and, in fact, any grower of 10 or 12 acres is considered quite behind the times unless he lifts his crop with the machine. bbox=[618, 877, 779, 956]
leader-date: TUESDAY, MAY 20, 1913. bbox=[476, 126, 575, 135]
whites-sub: DIRECT IMPORTERS, bbox=[321, 454, 404, 463]
text-continuation bbox=[790, 905, 949, 1182]
shipping-heading: LATE SHIPPING. bbox=[23, 240, 100, 251]
clough-choice: A choice new stock to choose from. bbox=[14, 1154, 115, 1161]
collier-name: H. COLLIER AND CO bbox=[129, 772, 282, 788]
skeates-note: N.B.—Alarm Clocks at 5/6; one year's guarantee. bbox=[292, 1091, 433, 1105]
leader-para-2: The Turkish Government had to stand guarantee for this and other monies required for the railway, which, it is estimated, will reach Bagdad next year. Britain in the past has not looked kindly upon the project, for the reason that once the railway tapped, as the Germans meant it to tap, the Persian Gulf, Britain's predominant position there—(she has about 85 per cent. of the trade in her hands)—would be seriously affected, if not entirely destroyed. Evidently, however, some agreement of a mutually satisfactory nature has been arrived at between Britain and Germany, for on May 13 it was stated that Germany's advice contributed to the agreement by which two British delegates will eventually join the directorate of the Bagdad-Bussorah railway to supervise the transactions and prevent any discrimination in the treatment of goods. bbox=[444, 238, 607, 353]
winter-underwear-sub: For Women and Children bbox=[315, 123, 410, 132]
dance-shoes-heading: HAVE YOU SECURED YOUR SHOES FOR THE DANCE bbox=[134, 41, 259, 127]
mcewen-town: NEW PLYMOUTH. bbox=[26, 1041, 97, 1049]
